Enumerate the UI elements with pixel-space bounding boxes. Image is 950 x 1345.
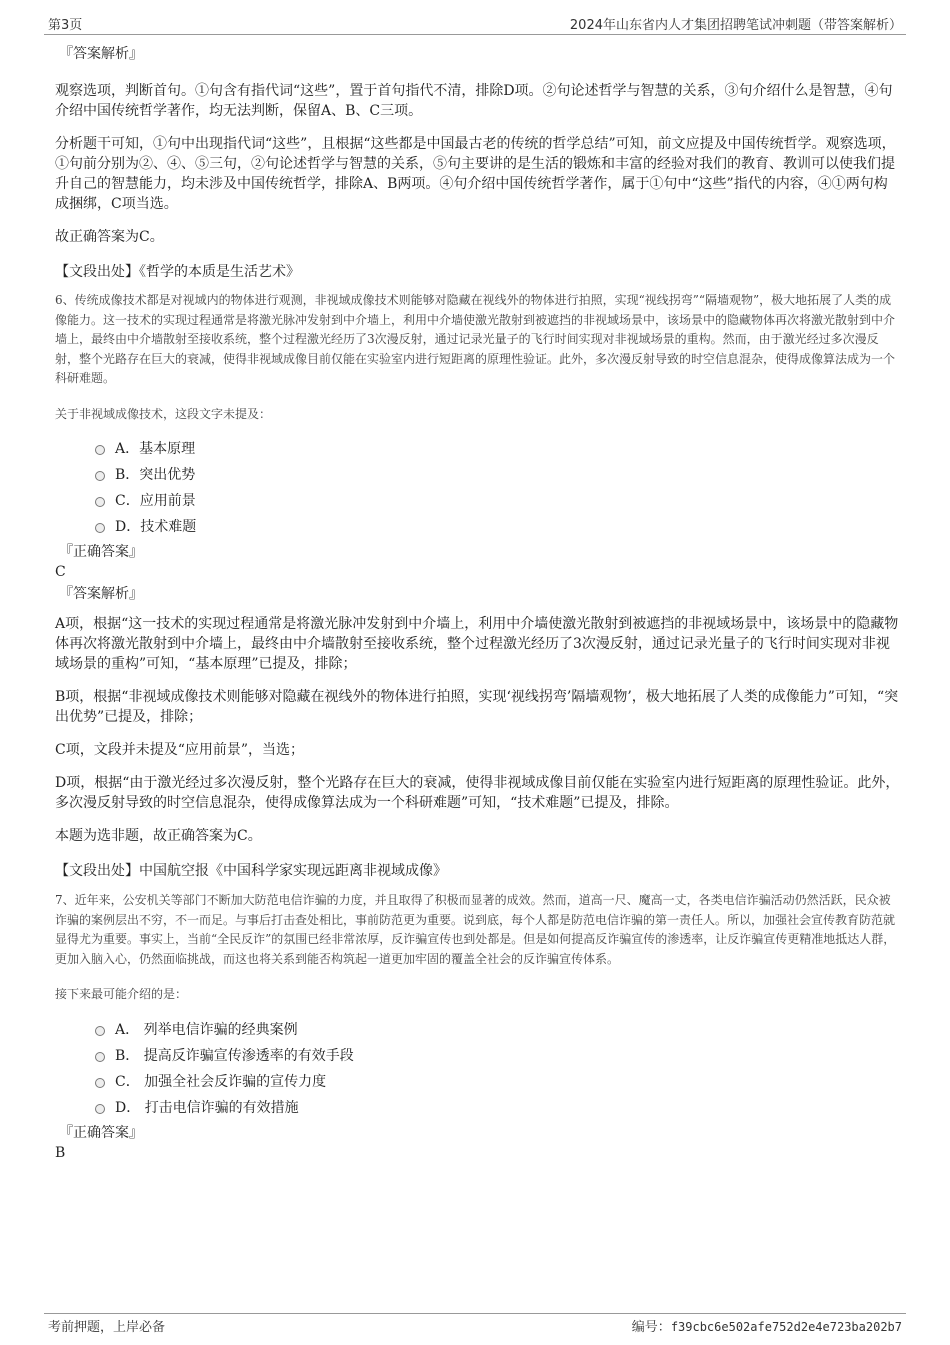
q7-question: 接下来最可能介绍的是：	[55, 987, 188, 1001]
radio-icon[interactable]	[95, 1078, 105, 1088]
q5-analysis-para1: 观察选项，判断首句。①句含有指代词“这些”，置于首句指代不清，排除D项。②句论述哲学与智慧的关系，③句介绍什么是智慧，④句介绍中国传统哲学著作，均无法判断，保留A、B、C三项。	[55, 83, 893, 119]
q6-question: 关于非视域成像技术，这段文字未提及：	[55, 406, 272, 421]
q7-option-b[interactable]: B． 提高反诈骗宣传渗透率的有效手段	[55, 1043, 900, 1069]
q7-option-a[interactable]: A． 列举电信诈骗的经典案例	[55, 1017, 900, 1043]
radio-icon[interactable]	[95, 445, 105, 455]
q7-stem: 7、近年来，公安机关等部门不断加大防范电信诈骗的力度，并且取得了积极而显著的成效。然而，道高一尺、魔高一丈，各类电信诈骗活动仍然活跃，民众被诈骗的案例层出不穷，不一而足。与事后打击查处相比，事前防范更为重要。说到底，每个人都是防范电信诈骗的第一责任人。所以，加强社会宣传教育防范就显得尤为重要。事实上，当前“全民反诈”的氛围已经非常浓厚，反诈骗宣传也到处都是。但是如何提高反诈骗宣传的渗透率，让反诈骗宣传更精准地抵达人群，更加入脑入心，仍然面临挑战，而这也将关系到能否构筑起一道更加牢固的覆盖全社会的反诈骗宣传体系。	[55, 893, 896, 966]
q6-source: 【文段出处】中国航空报《中国科学家实现远距离非视域成像》	[55, 863, 447, 879]
q6-analysis-c: C项，文段并未提及“应用前景”，当选；	[55, 742, 305, 758]
q5-source: 【文段出处】《哲学的本质是生活艺术》	[55, 264, 300, 280]
q6-answer-label: 『正确答案』	[59, 544, 143, 560]
q7-answer-label: 『正确答案』	[59, 1124, 143, 1141]
q6-stem: 6、传统成像技术都是对视域内的物体进行观测，非视域成像技术则能够对隐藏在视线外的物体进行拍照，实现“视线拐弯”“隔墙观物”，极大地拓展了人类的成像能力。这一技术的实现过程通常是将激光脉冲发射到中介墙上，利用中介墙使激光散射到被遮挡的非视域场景中，该场景中的隐藏物体再次将激光散射到中介墙上，最终由中介墙散射至接收系统，整个过程激光经历了3次漫反射，通过记录光量子的飞行时间实现对非视域场景的重构。然而，由于激光经过多次漫反射，整个光路存在巨大的衰减，使得非视域成像目前仅能在实验室内进行短距离的原理性验证。此外，多次漫反射导致的时空信息混杂，使得成像算法成为一个科研难题。	[55, 293, 896, 385]
q6-option-b[interactable]: B．突出优势	[55, 462, 900, 488]
page-header	[44, 12, 906, 35]
radio-icon[interactable]	[95, 1104, 105, 1114]
q7-answer: B	[55, 1144, 66, 1161]
q7-options	[55, 1017, 900, 1121]
q6-option-c[interactable]: C．应用前景	[55, 488, 900, 514]
q7-option-c[interactable]: C． 加强全社会反诈骗的宣传力度	[55, 1069, 900, 1095]
footer-slogan: 考前押题，上岸必备	[48, 1320, 166, 1335]
page-content	[55, 44, 900, 1163]
document-title: 2024年山东省内人才集团招聘笔试冲刺题（带答案解析）	[569, 18, 902, 33]
q6-options	[55, 436, 900, 540]
radio-icon[interactable]	[95, 471, 105, 481]
q5-analysis-para2: 分析题干可知，①句中出现指代词“这些”，且根据“这些都是中国最古老的传统的哲学总结”可知，前文应提及中国传统哲学。观察选项，①句前分别为②、④、⑤三句，②句论述哲学与智慧的关系，⑤句主要讲的是生活的锻炼和丰富的经验对我们的教育、教训可以使我们提升自己的智慧能力，均未涉及中国传统哲学，排除A、B两项。④句介绍中国传统哲学著作，属于①句中“这些”指代的内容，④①两句构成捆绑，C项当选。	[55, 136, 896, 212]
q6-analysis-b: B项，根据“非视域成像技术则能够对隐藏在视线外的物体进行拍照，实现‘视线拐弯’隔墙观物’，极大地拓展了人类的成像能力”可知，“突出优势”已提及，排除；	[55, 689, 899, 725]
q5-analysis-label: 『答案解析』	[59, 46, 143, 62]
page-footer	[44, 1313, 906, 1338]
radio-icon[interactable]	[95, 1052, 105, 1062]
q5-conclusion: 故正确答案为C。	[55, 229, 164, 245]
document-code: f39cbc6e502afe752d2e4e723ba202b7	[670, 1320, 902, 1334]
q6-analysis-a: A项，根据“这一技术的实现过程通常是将激光脉冲发射到中介墙上，利用中介墙使激光散射到被遮挡的非视域场景中，该场景中的隐藏物体再次将激光散射到中介墙上，最终由中介墙散射至接收系统，整个过程激光经历了3次漫反射，通过记录光量子的飞行时间实现对非视域场景的重构”可知，“基本原理”已提及，排除；	[55, 616, 899, 672]
q6-option-d[interactable]: D．技术难题	[55, 514, 900, 540]
footer-code: 编号：f39cbc6e502afe752d2e4e723ba202b7	[631, 1320, 902, 1335]
q7-option-d[interactable]: D． 打击电信诈骗的有效措施	[55, 1095, 900, 1121]
q6-analysis-label: 『答案解析』	[59, 586, 143, 602]
q6-answer: C	[55, 564, 66, 580]
radio-icon[interactable]	[95, 1026, 105, 1036]
q6-option-a[interactable]: A．基本原理	[55, 436, 900, 462]
q6-conclusion: 本题为选非题，故正确答案为C。	[55, 828, 262, 844]
radio-icon[interactable]	[95, 523, 105, 533]
page-number: 第3页	[48, 18, 83, 33]
q6-analysis-d: D项，根据“由于激光经过多次漫反射，整个光路存在巨大的衰减，使得非视域成像目前仅能在实验室内进行短距离的原理性验证。此外，多次漫反射导致的时空信息混杂，使得成像算法成为一个科研难题”可知，“技术难题”已提及，排除。	[55, 775, 900, 811]
radio-icon[interactable]	[95, 497, 105, 507]
